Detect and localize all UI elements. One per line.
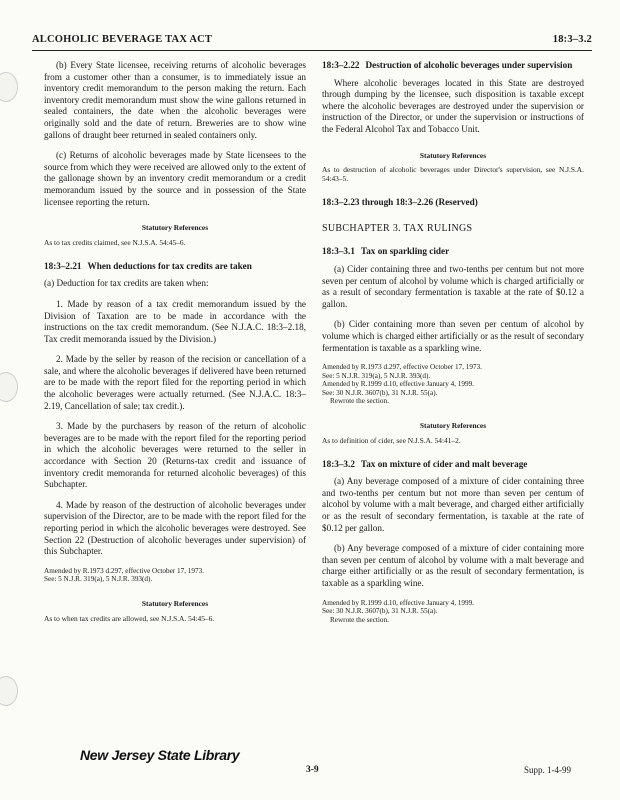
- punch-hole-bottom: [0, 676, 18, 706]
- amendment-line: Amended by R.1999 d.10, effective January 4, 1999.: [322, 598, 474, 607]
- amendment-line: Rewrote the section.: [330, 615, 389, 624]
- list-item-1: 1. Made by reason of a tax credit memorandum issued by the Division of Taxation are to be made in accordance with the instructions on the tax credit memorandum. (See N.J.A.C. 18:3–2.18, Tax credit memoranda issued by the Division.): [44, 298, 306, 344]
- section-number: 18:3–3.1: [322, 246, 355, 257]
- statutory-references-body: As to definition of cider, see N.J.S.A. 54:41–2.: [322, 435, 461, 445]
- statutory-references-body: As to tax credits claimed, see N.J.S.A. 54:45–6.: [44, 237, 186, 247]
- section-title: Tax on sparkling cider: [360, 246, 450, 257]
- amendment-line: Rewrote the section.: [330, 397, 389, 406]
- amendment-line: Amended by R.1973 d.297, effective October 17, 1973.: [322, 363, 482, 372]
- list-item-2: 2. Made by the seller by reason of the recision or cancellation of a sale, and where the alcoholic beverages if delivered have been returned are to be made with the report filed for the reporting period in which the alcoholic beverages were actually returned. (See N.J.A.C. 18:3–2.19, Cancellation of sale; tax credit.).: [44, 354, 306, 411]
- statutory-references-title: Statutory References: [141, 598, 209, 608]
- page-number: 3-9: [306, 765, 319, 775]
- amendment-note: [322, 599, 584, 625]
- amendment-line: See: 30 N.J.R. 3607(b), 31 N.J.R. 55(a).: [322, 607, 438, 616]
- section-heading-3-2: [322, 459, 584, 471]
- punch-hole-middle: [0, 372, 18, 402]
- header-section: 18:3–3.2: [552, 34, 592, 45]
- section-title: Destruction of alcoholic beverages under supervision: [365, 60, 573, 70]
- section-title: Tax on mixture of cider and malt beverage: [360, 458, 528, 469]
- reserved-heading: 18:3–2.23 through 18:3–2.26 (Reserved): [322, 197, 478, 208]
- punch-hole-top: [0, 72, 18, 102]
- section-heading-2-22: [322, 60, 584, 72]
- section-number: 18:3–2.22: [322, 60, 360, 70]
- amendment-note: [44, 567, 306, 584]
- amendment-line: Amended by R.1973 d.297, effective October 17, 1973.: [44, 566, 204, 575]
- section-number: 18:3–2.21: [44, 260, 82, 271]
- left-column: [44, 60, 306, 637]
- amendment-line: See: 5 N.J.R. 319(a), 5 N.J.R. 393(d).: [322, 371, 431, 380]
- paragraph-b: (b) Cider containing more than seven per centum of alcohol by volume which is charged either artificially or as the result of secondary fermentation is taxable as a sparkling wine.: [322, 319, 584, 353]
- paragraph-c: (c) Returns of alcoholic beverages made by State licensees to the source from which they were received are allowed only to the extent of the gallonage shown by an inventory credit memorandum or a credit memorandum issued by the source and in possession of the State licensee reporting the return.: [44, 150, 306, 207]
- amendment-line: Amended by R.1999 d.10, effective January 4, 1999.: [322, 380, 474, 389]
- statutory-references-body: As to when tax credits are allowed, see N.J.S.A. 54:45–6.: [44, 613, 215, 623]
- section-body: Where alcoholic beverages located in this State are destroyed through dumping by the licensee, such disposition is taxable except where the alcoholic beverages are destroyed under the supervision or instruction of the Director, or under the supervision or instructions of the Federal Alcohol Tax and Tobacco Unit.: [322, 77, 584, 134]
- right-column: [322, 60, 584, 636]
- paragraph-a: (a) Deduction for tax credits are taken when:: [44, 278, 209, 289]
- paragraph-b: (b) Any beverage composed of a mixture of cider containing more than seven per centum of alcohol by volume with a malt beverage and charge either artificially or as the result of secondary fermentation, is taxable as a sparkling wine.: [322, 543, 584, 588]
- header-title: ALCOHOLIC BEVERAGE TAX ACT: [32, 34, 213, 45]
- amendment-line: See: 5 N.J.R. 319(a), 5 N.J.R. 393(d).: [44, 575, 153, 584]
- library-logo: New Jersey State Library: [80, 747, 240, 763]
- statutory-references-body: As to destruction of alcoholic beverages under Director's supervision, see N.J.S.A. 54:43–5.: [322, 165, 584, 184]
- page-header: [32, 34, 592, 51]
- amendment-note: [322, 363, 584, 406]
- section-number: 18:3–3.2: [322, 458, 355, 469]
- list-item-3: 3. Made by the purchasers by reason of the return of alcoholic beverages are to be made with the report filed for the reporting period in which the alcoholic beverages were returned to the seller in accordance with Section 20 (Returns-tax credit and issuance of inventory credit memoranda for returned alcoholic beverages) of this Subchapter.: [44, 421, 306, 490]
- paragraph-a: (a) Cider containing three and two-tenths per centum but not more seven per centum of alcohol by volume which is charged artificially or as a result of secondary fermentation is taxable at the rate of $0.12 a gallon.: [322, 263, 584, 309]
- section-title: When deductions for tax credits are taken: [87, 260, 252, 271]
- amendment-line: See: 30 N.J.R. 3607(b), 31 N.J.R. 55(a).: [322, 388, 438, 397]
- statutory-references-title: Statutory References: [419, 421, 487, 431]
- statutory-references-title: Statutory References: [419, 150, 487, 160]
- statutory-references-title: Statutory References: [141, 223, 209, 233]
- section-heading-3-1: [322, 246, 584, 258]
- supplement-date: Supp. 1-4-99: [524, 765, 571, 775]
- subchapter-title: SUBCHAPTER 3. TAX RULINGS: [322, 222, 473, 234]
- list-item-4: 4. Made by reason of the destruction of alcoholic beverages under supervision of the Director, are to be made with the report filed for the reporting period in which the alcoholic beverages were destroyed. See Section 22 (Destruction of alcoholic beverages under supervision) of this Subchapter.: [44, 499, 306, 557]
- section-heading-2-21: [44, 261, 306, 273]
- paragraph-a: (a) Any beverage composed of a mixture of cider containing three and two-tenths per centum but not more than seven per centum of alcohol by volume with a malt beverage, and charged either artificially or as the result of secondary fermentation, is taxable at the rate of $0.12 per gallon.: [322, 476, 584, 533]
- paragraph-b: (b) Every State licensee, receiving returns of alcoholic beverages from a customer other than a consumer, is to immediately issue an inventory credit memorandum to the person making the return. Each inventory credit memorandum must show the wine gallons returned in sealed containers, the date when the alcoholic beverages were originally sold and the date of return. Breweries are to show wine gallons of draught beer returned in sealed containers only.: [44, 60, 306, 140]
